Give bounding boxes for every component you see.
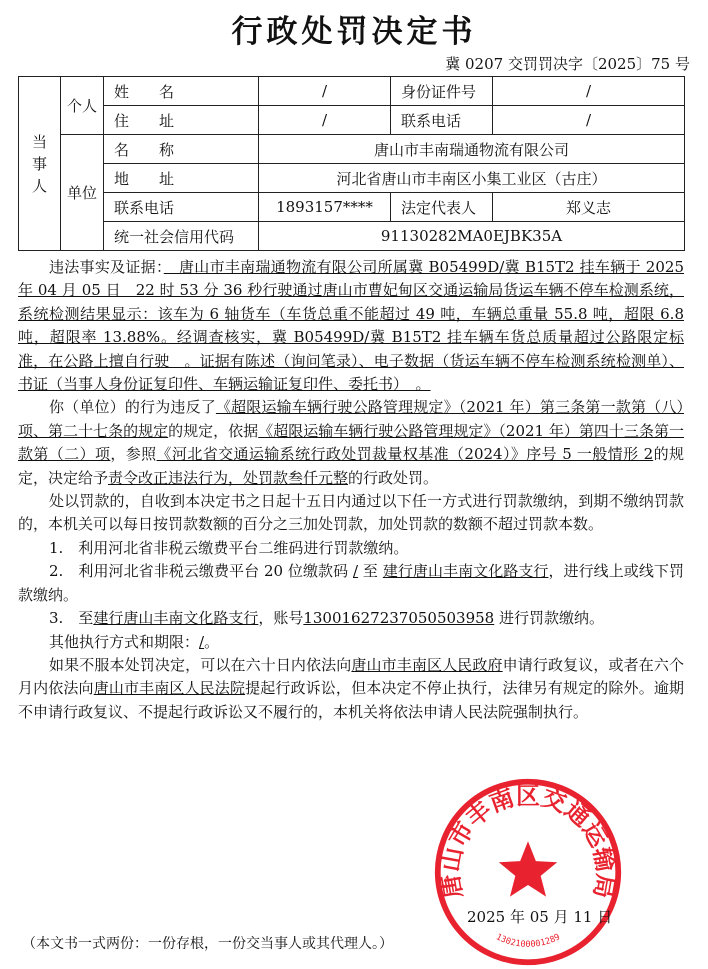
seal-code: 1302100001289 bbox=[494, 932, 562, 950]
payment-text: 进行罚款缴纳。 bbox=[499, 609, 605, 628]
unit-rep-value: 郑义志 bbox=[493, 193, 685, 222]
facts-text: 唐山市丰南瑞通物流有限公司所属冀 B05499D/冀 B15T2 挂车辆于 2025 年 04 月 05 日 22 时 53 分 36 秒行驶通过唐山市曹妃甸区交通运输局货运车辆不停车检测系统，系统检测结果显示：该车为 6 轴货车（车货总重不能超过 49 吨，车辆总重量 55.8 吨，超限 6.8 吨，超限率 13.88%。经调查核实，冀 B05499D/冀 B15T2 挂车辆车货总质量超过公路限定标准，在公路上擅自行驶 。证据有陈述（询问笔录）、电子数据（货运车辆不停车检测系统检测单）、书证（当事人身份证复印件、车辆运输证复印件、委托书） 。 bbox=[18, 258, 684, 394]
unit-address-value: 河北省唐山市丰南区小集工业区（古庄） bbox=[259, 164, 685, 193]
unit-phone-label: 联系电话 bbox=[104, 193, 259, 222]
remedy-text: 申请行政复议，或者在六个月内依法向 bbox=[18, 655, 684, 698]
individual-name-value: / bbox=[259, 77, 391, 106]
individual-id-value: / bbox=[493, 77, 685, 106]
basis-law: 《超限运输车辆行驶公路管理规定》（2021 年）第四十三条第一款第（二）项 bbox=[18, 421, 684, 464]
payment-text: ，账号 bbox=[258, 609, 304, 628]
individual-address-label: 住 址 bbox=[104, 106, 259, 135]
unit-phone-value: 1893157**** bbox=[259, 193, 391, 222]
payment-item-2 bbox=[18, 560, 684, 607]
other-execution-label: 其他执行方式和期限： bbox=[49, 632, 200, 651]
seal-text: 唐山市丰南区交通运输局 bbox=[436, 781, 620, 901]
payment-text: 至 bbox=[362, 562, 378, 581]
party-heading: 当事人 bbox=[19, 77, 61, 251]
individual-label: 个人 bbox=[61, 77, 104, 135]
violation-text: 的规定，决定给予 bbox=[18, 445, 684, 487]
individual-address-value: / bbox=[259, 106, 391, 135]
unit-credit-value: 91130282MA0EJBK35A bbox=[259, 222, 685, 251]
violation-text: 你（单位）的行为违反了 bbox=[49, 398, 216, 417]
footer-note: （本文书一式两份：一份存根，一份交当事人或其代理人。） bbox=[22, 936, 393, 952]
other-execution bbox=[18, 631, 684, 654]
review-authority: 唐山市丰南区人民政府 bbox=[351, 655, 503, 674]
payment-text: 2. 利用河北省非税云缴费平台 20 位缴款码 bbox=[49, 562, 349, 581]
other-execution-value: / bbox=[199, 632, 205, 651]
unit-rep-label: 法定代表人 bbox=[391, 193, 493, 222]
payment-item-1: 1. 利用河北省非税云缴费平台二维码进行罚款缴纳。 bbox=[49, 538, 409, 557]
unit-name-value: 唐山市丰南瑞通物流有限公司 bbox=[259, 135, 685, 164]
unit-credit-label: 统一社会信用代码 bbox=[104, 222, 259, 251]
document-body bbox=[18, 256, 684, 724]
payment-code: / bbox=[353, 562, 359, 581]
individual-name-label: 姓 名 bbox=[104, 77, 259, 106]
remedy-text: 提起行政诉讼，但本决定不停止执行，法律另有规定的除外。逾期不申请行政复议、不提起行政诉讼又不履行的，本机关将依法申请人民法院强制执行。 bbox=[18, 679, 684, 721]
violation-text: ，参照 bbox=[110, 445, 157, 464]
official-seal bbox=[432, 776, 624, 968]
remedy-paragraph bbox=[18, 654, 684, 724]
penalty-decision: 责令改正违法行为，处罚款叁仟元整 bbox=[108, 468, 349, 487]
remedy-text: 如果不服本处罚决定，可以在六十日内依法向 bbox=[49, 655, 352, 674]
payment-text: 3. 至 bbox=[49, 609, 94, 628]
violation-text: 的规定，依据 bbox=[168, 421, 259, 440]
issue-date: 2025 年 05 月 11 日 bbox=[467, 908, 613, 926]
violation-paragraph bbox=[18, 396, 684, 490]
payment-bank: 建行唐山丰南文化路支行 bbox=[93, 609, 259, 628]
individual-id-label: 身份证件号 bbox=[391, 77, 493, 106]
discretion-standard: 《河北省交通运输系统行政处罚裁量权基准（2024）》序号 5 一般情形 2 bbox=[156, 445, 654, 464]
facts-paragraph bbox=[18, 256, 684, 396]
violated-law: 《超限运输车辆行驶公路管理规定》（2021 年）第三条第一款第（八）项、第二十七条的规定 bbox=[18, 398, 684, 440]
party-info-table bbox=[18, 76, 685, 251]
unit-address-label: 地 址 bbox=[104, 164, 259, 193]
individual-phone-value: / bbox=[493, 106, 685, 135]
document-title: 行政处罚决定书 bbox=[231, 14, 477, 50]
payment-intro: 处以罚款的，自收到本决定书之日起十五日内通过以下任一方式进行罚款缴纳，到期不缴纳罚款的，本机关可以每日按罚款数额的百分之三加处罚款，加处罚款的数额不超过罚款本数。 bbox=[18, 492, 684, 534]
seal-star-icon bbox=[499, 841, 557, 896]
document-number: 冀 0207 交罚罚决字〔2025〕75 号 bbox=[445, 55, 690, 73]
individual-phone-label: 联系电话 bbox=[391, 106, 493, 135]
facts-label: 违法事实及证据： bbox=[49, 258, 164, 276]
unit-label: 单位 bbox=[61, 135, 104, 251]
other-execution-end: 。 bbox=[204, 632, 220, 651]
payment-account: 13001627237050503958 bbox=[303, 609, 495, 628]
payment-text: ，进行线上或线下罚款缴纳。 bbox=[18, 562, 684, 604]
litigation-court: 唐山市丰南区人民法院 bbox=[93, 679, 246, 698]
violation-text: 的行政处罚。 bbox=[348, 468, 439, 487]
payment-bank: 建行唐山丰南文化路支行 bbox=[382, 562, 549, 581]
unit-name-label: 名 称 bbox=[104, 135, 259, 164]
payment-item-3 bbox=[18, 607, 684, 630]
